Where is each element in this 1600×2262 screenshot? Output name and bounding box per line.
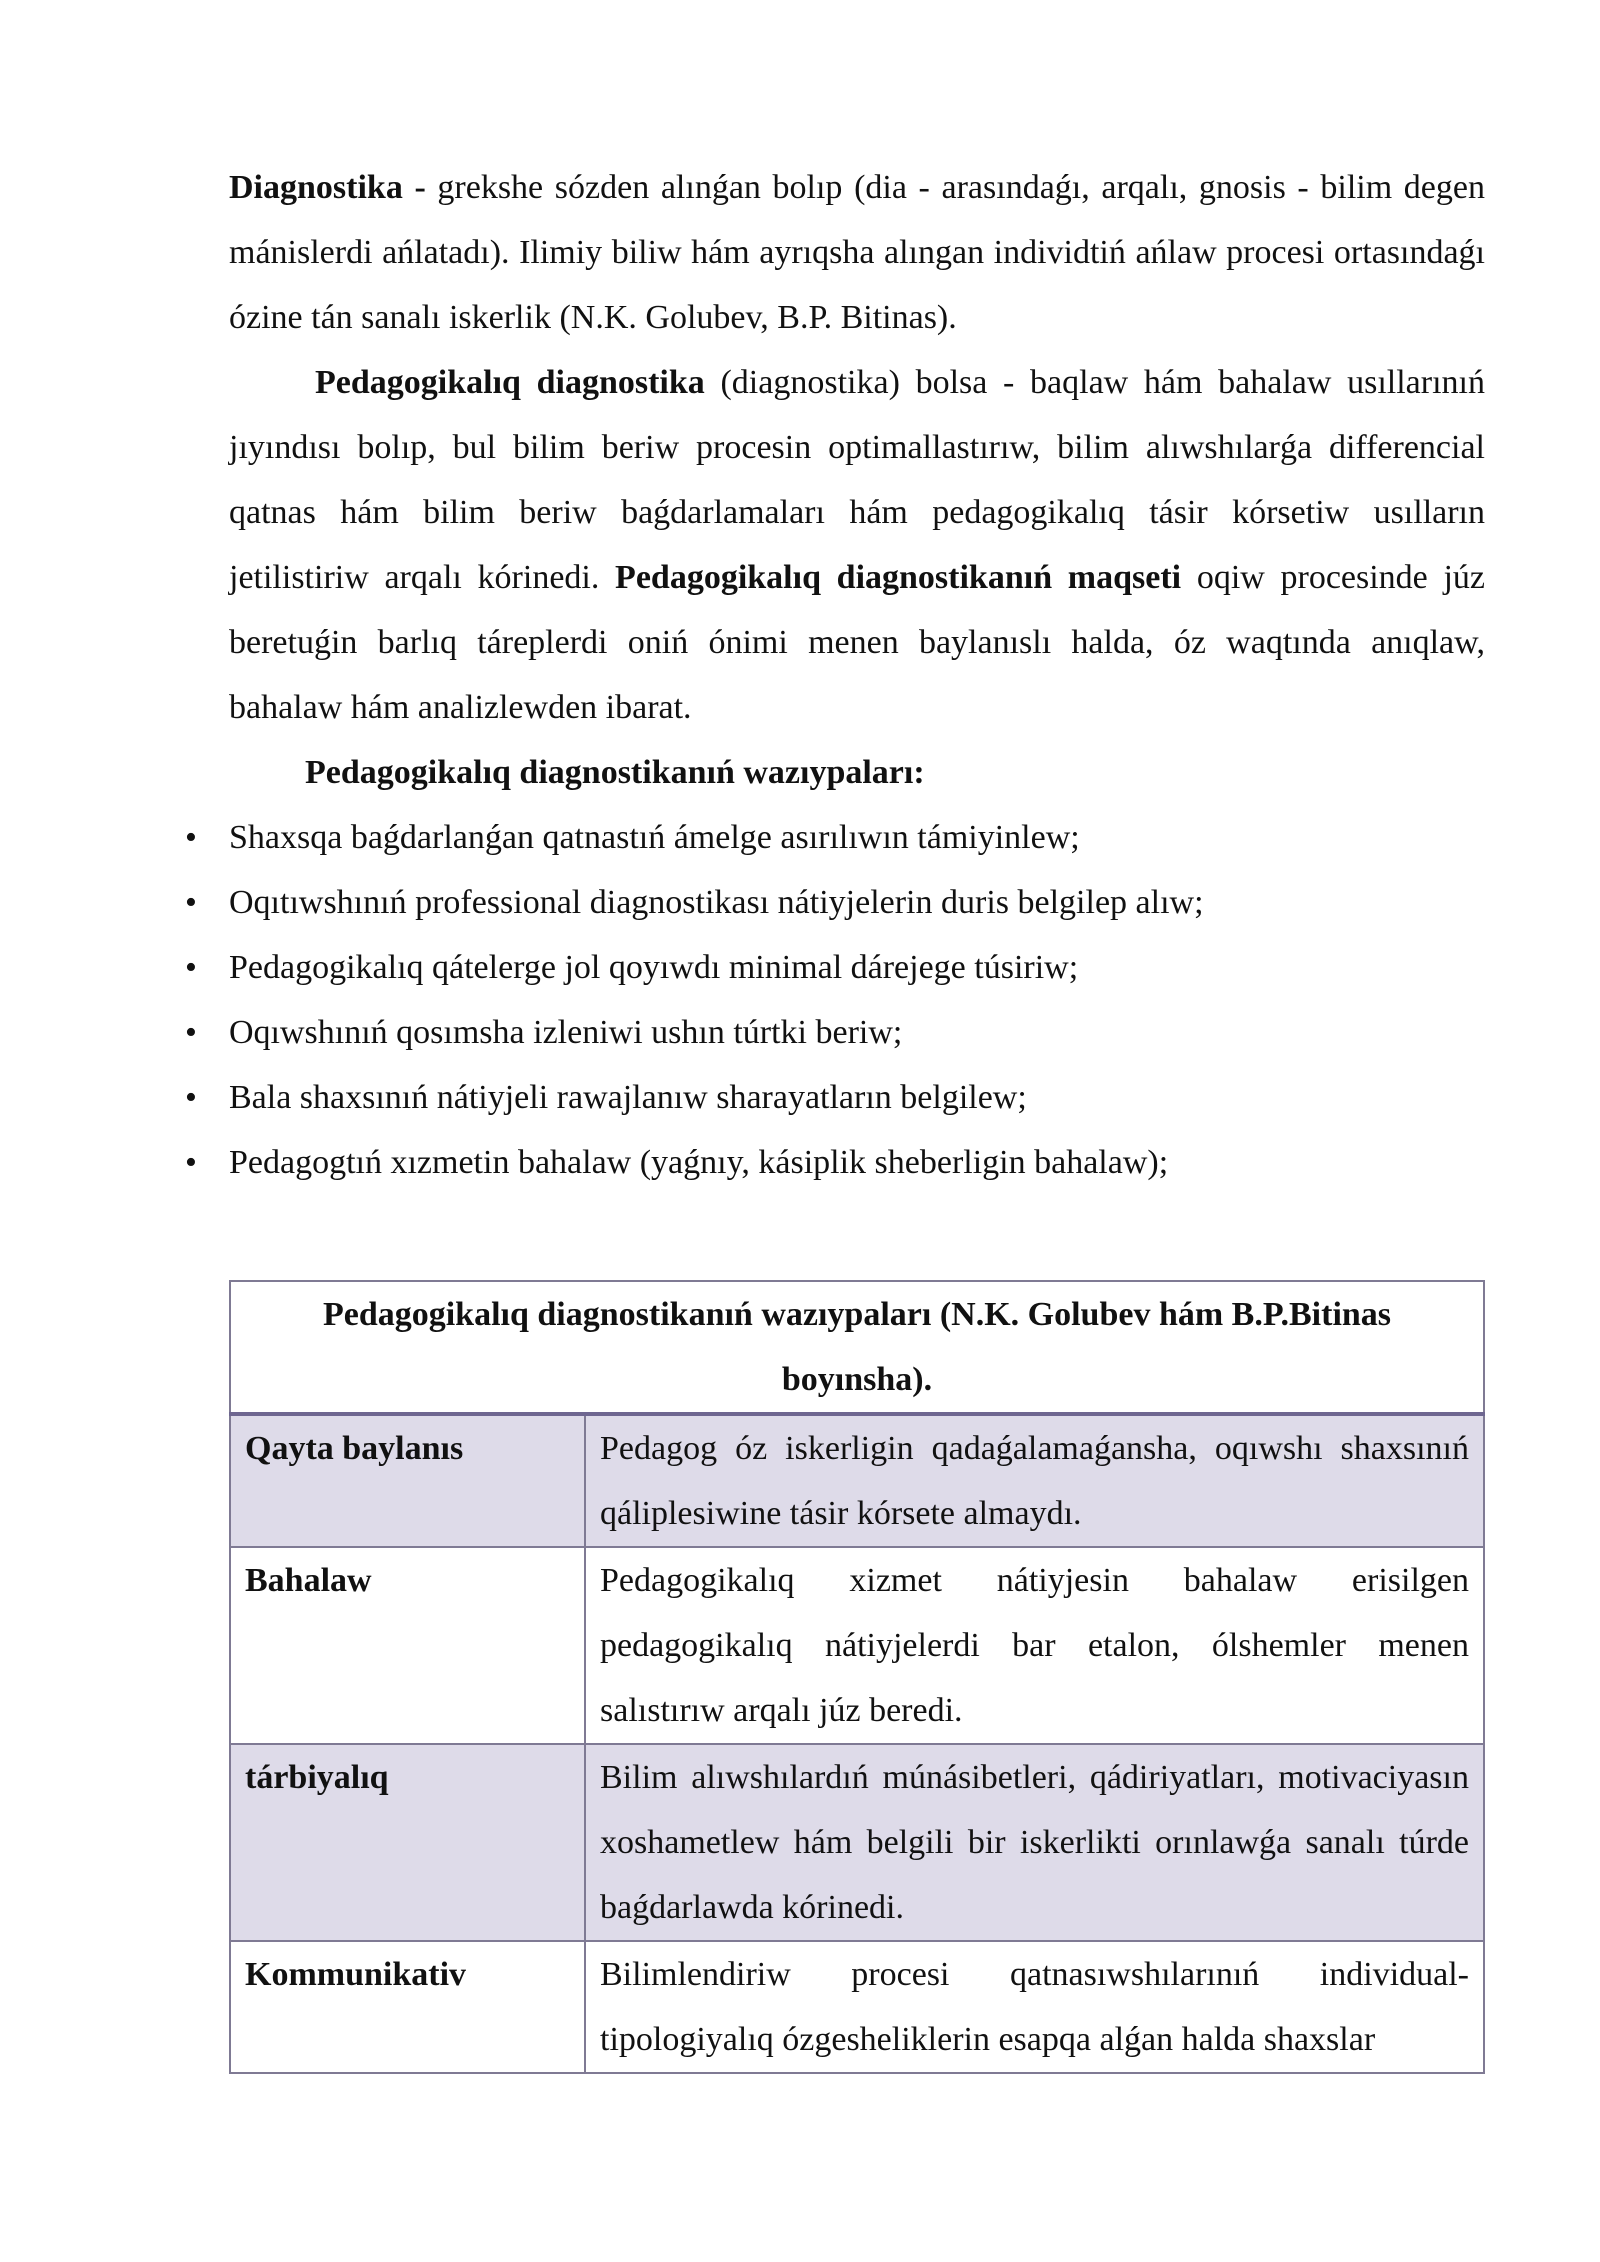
table-cell-value: Bilim alıwshılardıń múnásibetleri, qádiriyatları, motivaciyasın xoshametlew hám belgili bir iskerlikti orınlawǵa sanalı túrde baǵdarlawda kórinedi. — [585, 1744, 1484, 1941]
bullet-icon: • — [185, 1144, 197, 1181]
list-item-text: Pedagogikalıq qátelerge jol qoyıwdı minimal dárejege túsiriw; — [229, 949, 1079, 986]
diagnostics-goal-text: oqiw procesinde júz beretuǵin barlıq táreplerdi oniń ónimi menen baylanıslı halda, óz waqtında anıqlaw, bahalaw hám analizlewden ibarat. — [229, 559, 1486, 726]
list-item-text: Oqıtıwshınıń professional diagnostikası nátiyjelerin duris belgilep alıw; — [229, 884, 1204, 921]
definition-text: grekshe sózden alınǵan bolıp (dia - arasındaǵı, arqalı, gnosis - bilim degen mánislerdi ańlatadı). Ilimiy biliw hám ayrıqsha alıngan individtiń ańlaw procesi ortasındaǵı ózine tán sanalı iskerlik (N.K. Golubev, B.P. Bitinas). — [229, 169, 1485, 336]
bullet-icon: • — [185, 1014, 197, 1051]
bullet-icon: • — [185, 819, 197, 856]
functions-table-wrapper — [229, 1280, 1485, 2074]
list-item-text: Shaxsqa baǵdarlanǵan qatnastıń ámelge asırılıwın támiyinlew; — [229, 819, 1080, 856]
bullet-icon: • — [185, 949, 197, 986]
list-item — [185, 870, 1485, 935]
table-cell-key: tárbiyalıq — [230, 1744, 585, 1941]
pedagogical-diagnostics-paragraph — [229, 350, 1485, 740]
tasks-list — [185, 805, 1485, 1195]
list-item — [185, 935, 1485, 1000]
bullet-icon: • — [185, 884, 197, 921]
table-title: Pedagogikalıq diagnostikanıń wazıypaları (N.K. Golubev hám B.P.Bitinas boyınsha). — [230, 1281, 1484, 1414]
table-cell-value: Pedagogikalıq xizmet nátiyjesin bahalaw erisilgen pedagogikalıq nátiyjelerdi bar etalon, ólshemler menen salıstırıw arqalı júz beredi. — [585, 1547, 1484, 1744]
table-header-row — [230, 1281, 1484, 1414]
table-row — [230, 1547, 1484, 1744]
tasks-heading: Pedagogikalıq diagnostikanıń wazıypaları: — [305, 754, 925, 791]
list-item — [185, 805, 1485, 870]
table-cell-key: Qayta baylanıs — [230, 1414, 585, 1547]
term-diagnostika: Diagnostika - — [229, 169, 426, 206]
list-item-text: Pedagogtıń xızmetin bahalaw (yaǵnıy, kásiplik sheberligin bahalaw); — [229, 1144, 1169, 1181]
list-item — [185, 1065, 1485, 1130]
table-cell-value: Bilimlendiriw procesi qatnasıwshılarınıń individual-tipologiyalıq ózgesheliklerin esapqa alǵan halda shaxslar — [585, 1941, 1484, 2073]
functions-table — [229, 1280, 1485, 2074]
table-row — [230, 1941, 1484, 2073]
pedagogical-diagnostics-text: (diagnostika) bolsa - baqlaw hám bahalaw usıllarınıń jıyındısı bolıp, bul bilim beriw procesin optimallastırıw, bilim alıwshılarǵa differencial qatnas hám bilim beriw baǵdarlamaları hám pedagogikalıq tásir kórsetiw usılların jetilistiriw arqalı kórinedi. — [229, 364, 1485, 596]
table-row — [230, 1744, 1484, 1941]
definition-paragraph — [229, 155, 1485, 350]
list-item — [185, 1130, 1485, 1195]
table-row — [230, 1414, 1484, 1547]
document-page — [185, 155, 1486, 2074]
list-item-text: Bala shaxsınıń nátiyjeli rawajlanıw sharayatların belgilew; — [229, 1079, 1027, 1116]
bullet-icon: • — [185, 1079, 197, 1116]
table-cell-value: Pedagog óz iskerligin qadaǵalamaǵansha, oqıwshı shaxsınıń qáliplesiwine tásir kórsete almaydı. — [585, 1414, 1484, 1547]
table-cell-key: Kommunikativ — [230, 1941, 585, 2073]
table-cell-key: Bahalaw — [230, 1547, 585, 1744]
term-pedagogical-diagnostics: Pedagogikalıq diagnostika — [315, 364, 705, 401]
list-item — [185, 1000, 1485, 1065]
list-item-text: Oqıwshınıń qosımsha izleniwi ushın túrtki beriw; — [229, 1014, 903, 1051]
term-diagnostics-goal: Pedagogikalıq diagnostikanıń maqseti — [615, 559, 1182, 596]
